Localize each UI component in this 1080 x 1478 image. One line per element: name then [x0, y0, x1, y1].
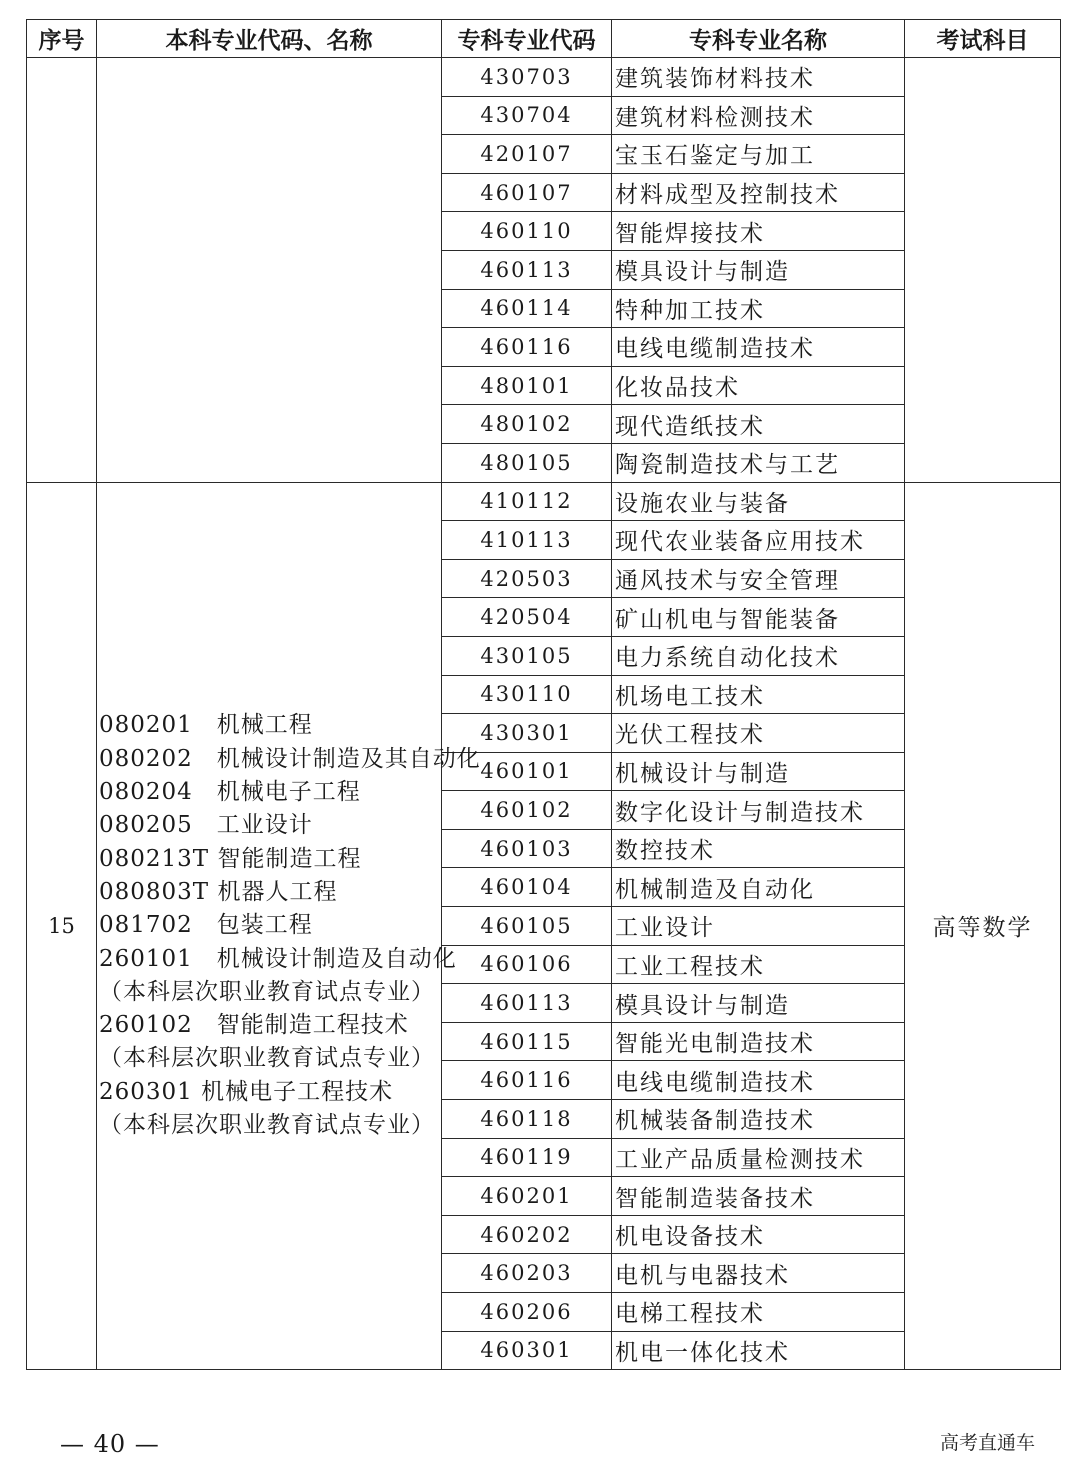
diploma-code-cell: 420107	[442, 135, 612, 174]
diploma-code-cell: 430703	[442, 58, 612, 97]
diploma-code-cell: 460101	[442, 752, 612, 791]
diploma-code-cell: 460104	[442, 868, 612, 907]
diploma-code-cell: 460301	[442, 1331, 612, 1370]
bachelor-majors-cell	[97, 482, 481, 1370]
bachelor-major-line: （本科层次职业教育试点专业）	[99, 1045, 435, 1072]
diploma-code-cell: 460102	[442, 791, 612, 830]
diploma-name-cell: 电线电缆制造技术	[612, 1061, 905, 1100]
seq-cell: 15	[27, 482, 97, 1370]
diploma-code-cell: 460113	[442, 984, 612, 1023]
header-name: 专科专业名称	[612, 20, 905, 58]
bachelor-major-line: （本科层次职业教育试点专业）	[99, 978, 435, 1005]
diploma-code-cell: 460116	[442, 1061, 612, 1100]
diploma-name-cell: 机场电工技术	[612, 675, 905, 714]
diploma-name-cell: 特种加工技术	[612, 289, 905, 328]
diploma-name-cell: 机电设备技术	[612, 1215, 905, 1254]
diploma-code-cell: 460103	[442, 829, 612, 868]
diploma-code-cell: 430704	[442, 96, 612, 135]
bachelor-major-line: 080803T 机器人工程	[99, 878, 338, 905]
diploma-name-cell: 机电一体化技术	[612, 1331, 905, 1370]
bachelor-major-line: 260301 机械电子工程技术	[99, 1078, 394, 1105]
diploma-name-cell: 材料成型及控制技术	[612, 173, 905, 212]
diploma-name-cell: 智能光电制造技术	[612, 1022, 905, 1061]
diploma-name-cell: 矿山机电与智能装备	[612, 598, 905, 637]
diploma-name-cell: 模具设计与制造	[612, 250, 905, 289]
majors-table	[26, 19, 1061, 1370]
exam-subject-cell: 高等数学	[905, 482, 1061, 1370]
table-row	[27, 58, 1061, 97]
diploma-code-cell: 460110	[442, 212, 612, 251]
watermark: 高考直通车	[940, 1432, 1036, 1454]
diploma-name-cell: 设施农业与装备	[612, 482, 905, 521]
diploma-code-cell: 460106	[442, 945, 612, 984]
diploma-code-cell: 460118	[442, 1100, 612, 1139]
diploma-name-cell: 数控技术	[612, 829, 905, 868]
table-row	[27, 482, 1061, 521]
diploma-code-cell: 460114	[442, 289, 612, 328]
bachelor-major-line: 260101 机械设计制造及自动化	[99, 945, 457, 972]
header-subject: 考试科目	[905, 20, 1061, 58]
diploma-name-cell: 电力系统自动化技术	[612, 636, 905, 675]
diploma-code-cell: 460206	[442, 1293, 612, 1332]
diploma-code-cell: 460201	[442, 1177, 612, 1216]
diploma-code-cell: 410112	[442, 482, 612, 521]
diploma-code-cell: 460119	[442, 1138, 612, 1177]
bachelor-cell-empty	[97, 58, 442, 483]
bachelor-major-line: 080204 机械电子工程	[99, 779, 361, 806]
bachelor-major-line: 080202 机械设计制造及其自动化	[99, 745, 481, 772]
diploma-name-cell: 电机与电器技术	[612, 1254, 905, 1293]
diploma-name-cell: 数字化设计与制造技术	[612, 791, 905, 830]
diploma-name-cell: 模具设计与制造	[612, 984, 905, 1023]
diploma-name-cell: 化妆品技术	[612, 366, 905, 405]
diploma-code-cell: 460116	[442, 328, 612, 367]
header-seq: 序号	[27, 20, 97, 58]
bachelor-major-line: 081702 包装工程	[99, 912, 313, 939]
diploma-name-cell: 机械制造及自动化	[612, 868, 905, 907]
subject-cell-empty	[905, 58, 1061, 483]
diploma-code-cell: 460115	[442, 1022, 612, 1061]
diploma-name-cell: 智能焊接技术	[612, 212, 905, 251]
header-code: 专科专业代码	[442, 20, 612, 58]
page-number: — 40 —	[60, 1430, 160, 1458]
diploma-code-cell: 460105	[442, 907, 612, 946]
diploma-name-cell: 通风技术与安全管理	[612, 559, 905, 598]
diploma-code-cell: 480102	[442, 405, 612, 444]
diploma-code-cell: 420504	[442, 598, 612, 637]
diploma-code-cell: 410113	[442, 521, 612, 560]
diploma-name-cell: 工业设计	[612, 907, 905, 946]
diploma-name-cell: 陶瓷制造技术与工艺	[612, 443, 905, 482]
diploma-code-cell: 430105	[442, 636, 612, 675]
bachelor-major-line: （本科层次职业教育试点专业）	[99, 1111, 435, 1138]
diploma-code-cell: 420503	[442, 559, 612, 598]
diploma-code-cell: 430110	[442, 675, 612, 714]
bachelor-major-line: 080205 工业设计	[99, 812, 313, 839]
diploma-name-cell: 建筑材料检测技术	[612, 96, 905, 135]
diploma-name-cell: 光伏工程技术	[612, 714, 905, 753]
diploma-code-cell: 480101	[442, 366, 612, 405]
diploma-code-cell: 460113	[442, 250, 612, 289]
diploma-code-cell: 460203	[442, 1254, 612, 1293]
diploma-name-cell: 建筑装饰材料技术	[612, 58, 905, 97]
bachelor-major-line: 080213T 智能制造工程	[99, 845, 362, 872]
diploma-code-cell: 430301	[442, 714, 612, 753]
diploma-name-cell: 工业产品质量检测技术	[612, 1138, 905, 1177]
diploma-code-cell: 460107	[442, 173, 612, 212]
diploma-code-cell: 480105	[442, 443, 612, 482]
diploma-name-cell: 现代造纸技术	[612, 405, 905, 444]
seq-cell-empty	[27, 58, 97, 483]
diploma-name-cell: 宝玉石鉴定与加工	[612, 135, 905, 174]
bachelor-major-line: 260102 智能制造工程技术	[99, 1012, 409, 1039]
diploma-name-cell: 智能制造装备技术	[612, 1177, 905, 1216]
diploma-name-cell: 机械装备制造技术	[612, 1100, 905, 1139]
diploma-name-cell: 机械设计与制造	[612, 752, 905, 791]
diploma-code-cell: 460202	[442, 1215, 612, 1254]
header-bachelor: 本科专业代码、名称	[97, 20, 442, 58]
diploma-name-cell: 电梯工程技术	[612, 1293, 905, 1332]
diploma-name-cell: 工业工程技术	[612, 945, 905, 984]
bachelor-major-line: 080201 机械工程	[99, 712, 313, 739]
table-header-row	[27, 20, 1061, 58]
diploma-name-cell: 电线电缆制造技术	[612, 328, 905, 367]
diploma-name-cell: 现代农业装备应用技术	[612, 521, 905, 560]
